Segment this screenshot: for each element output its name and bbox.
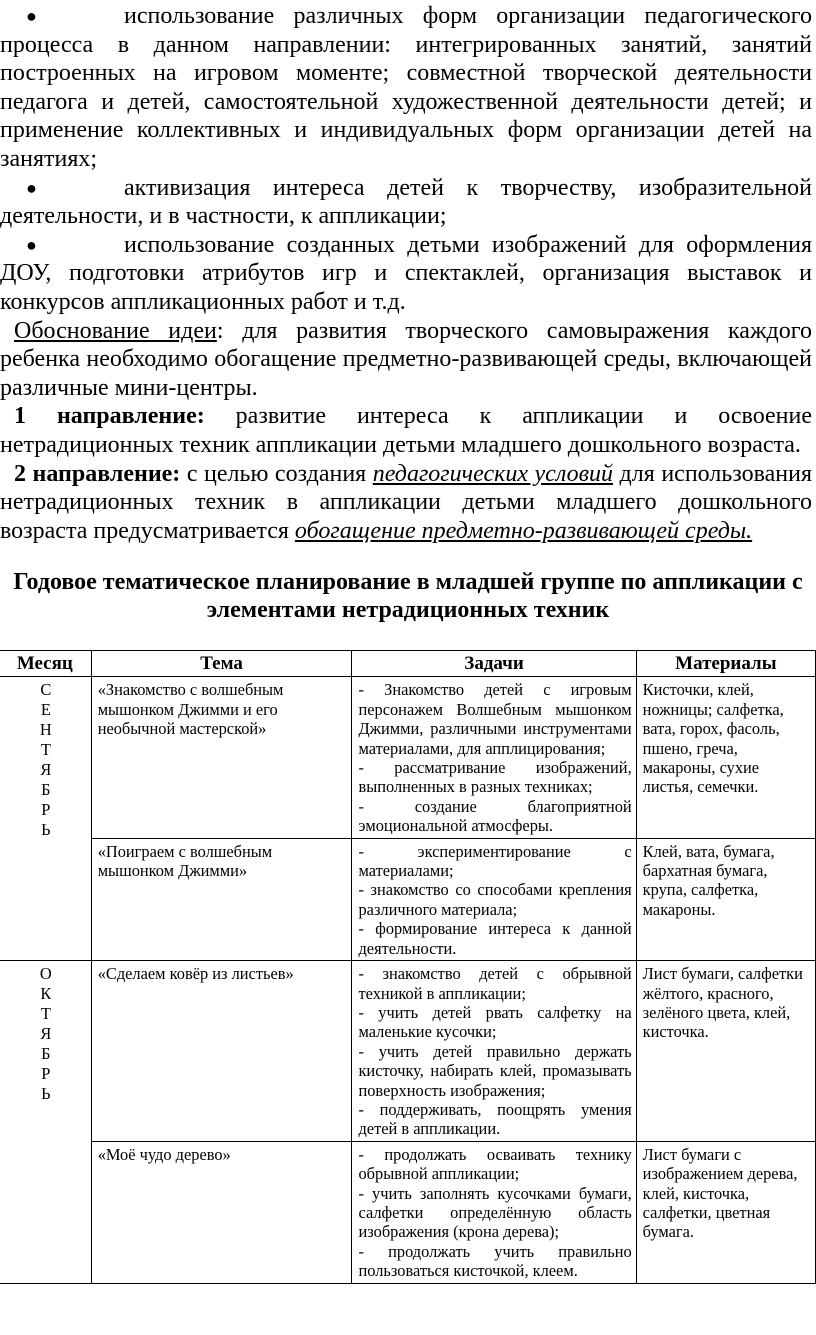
tasks-cell	[352, 677, 636, 838]
bullet-item	[0, 2, 812, 174]
bullet-text: активизация интереса детей к творчеству, изобразительной деятельности, и в частности, к аппликации;	[0, 174, 812, 230]
topic-cell: «Сделаем ковёр из листьев»	[91, 961, 352, 1142]
header-month: Месяц	[0, 651, 91, 677]
materials-cell: Кисточки, клей, ножницы; салфетка, вата, горох, фасоль, пшено, греча, макароны, сухие листья, семечки.	[636, 677, 815, 838]
table-body	[0, 677, 816, 1283]
justification-label: Обоснование идеи	[14, 317, 217, 344]
direction-2-text-before: с целью создания	[180, 460, 373, 487]
direction-1-text: развитие интереса к аппликации и освоение нетрадиционных техник аппликации детьми младшего дошкольного возраста.	[0, 403, 813, 458]
topic-cell: «Знакомство с волшебным мышонком Джимми и его необычной мастерской»	[91, 677, 352, 838]
table-row	[0, 838, 816, 960]
direction-2-emphasis-2: обогащение предметно-развивающей среды.	[294, 517, 753, 544]
bullet-icon: ●	[26, 6, 37, 26]
bullet-text: использование созданных детьми изображений для оформления ДОУ, подготовки атрибутов игр и спектаклей, организация выставок и конкурсов аппликационных работ и т.д.	[0, 231, 812, 315]
task-item: - рассматривание изображений, выполненных в разных техниках;	[358, 758, 632, 797]
direction-2-label: 2 направление:	[14, 460, 181, 487]
header-materials: Материалы	[636, 651, 815, 677]
table-row	[0, 961, 816, 1142]
planning-table	[0, 650, 816, 1284]
task-item: - учить заполнять кусочками бумаги, салфетки определённую область изображения (крона дерева);	[358, 1183, 632, 1242]
header-topic: Тема	[91, 651, 352, 677]
tasks-cell	[352, 1141, 636, 1283]
tasks-cell	[352, 838, 636, 960]
bullet-text: использование различных форм организации педагогического процесса в данном направлении: интегрированных занятий, занятий построенных на игровом моменте; совместной творческой деятельности педагога и детей, самостоятельной художественной деятельности детей; и применение коллективных и индивидуальных форм организации детей на занятиях;	[0, 3, 812, 172]
topic-cell: «Моё чудо дерево»	[91, 1141, 352, 1283]
direction-1-paragraph	[0, 402, 812, 459]
materials-cell: Клей, вата, бумага, бархатная бумага, крупа, салфетка, макароны.	[636, 838, 815, 960]
justification-colon: :	[216, 317, 224, 344]
direction-2-emphasis-1: педагогических условий	[372, 460, 614, 487]
month-cell	[0, 677, 91, 961]
task-item: - учить детей правильно держать кисточку, набирать клей, промазывать поверхность изображения;	[358, 1041, 632, 1100]
task-item: - формирование интереса к данной деятельности.	[358, 919, 632, 958]
month-name: С Е Н Т Я Б Р Ь	[39, 680, 52, 840]
task-item: - продолжать учить правильно пользоваться кисточкой, клеем.	[358, 1241, 632, 1281]
materials-cell: Лист бумаги, салфетки жёлтого, красного, зелёного цвета, клей, кисточка.	[636, 961, 815, 1142]
topic-cell: «Поиграем с волшебным мышонком Джимми»	[91, 838, 352, 960]
direction-2-text-middle: для использования нетрадиционных техник в аппликации детьми младшего дошкольного возраста предусматривается	[0, 460, 813, 544]
bullet-item	[0, 174, 812, 231]
table-row	[0, 1141, 816, 1283]
table-header-row	[0, 651, 816, 677]
bullet-icon: ●	[26, 234, 37, 255]
materials-cell: Лист бумаги с изображением дерева, клей, кисточка, салфетки, цветная бумага.	[636, 1141, 815, 1283]
task-item: - знакомство со способами крепления различного материала;	[358, 880, 632, 919]
task-item: - продолжать осваивать технику обрывной аппликации;	[358, 1144, 632, 1184]
header-tasks: Задачи	[352, 651, 636, 677]
month-cell	[0, 961, 91, 1284]
justification-text: для развития творческого самовыражения каждого ребенка необходимо обогащение предметно-развивающей среды, включающей различные мини-центры.	[0, 317, 812, 401]
justification-paragraph	[0, 317, 812, 403]
table-row	[0, 677, 816, 838]
month-name: О К Т Я Б Р Ь	[39, 964, 52, 1104]
task-item: - экспериментирование с материалами;	[358, 841, 632, 881]
task-item: - создание благоприятной эмоциональной атмосферы.	[358, 796, 632, 836]
task-item: - Знакомство детей с игровым персонажем Волшебным мышонком Джимми, различными инструментами материалами, для апплицирования;	[358, 680, 632, 758]
task-item: - учить детей рвать салфетку на маленькие кусочки;	[358, 1002, 632, 1042]
task-item: - знакомство детей с обрывной техникой в аппликации;	[358, 964, 632, 1003]
direction-1-label: 1 направление:	[14, 403, 205, 430]
direction-2-paragraph	[0, 460, 812, 546]
task-item: - поддерживать, поощрять умения детей в аппликации.	[358, 1099, 632, 1139]
body-text	[0, 2, 812, 545]
bullet-icon: ●	[26, 177, 37, 198]
section-title: Годовое тематическое планирование в младшей группе по аппликации с элементами нетрадиционных техник	[13, 569, 803, 623]
bullet-item	[0, 231, 812, 317]
tasks-cell	[352, 961, 636, 1142]
